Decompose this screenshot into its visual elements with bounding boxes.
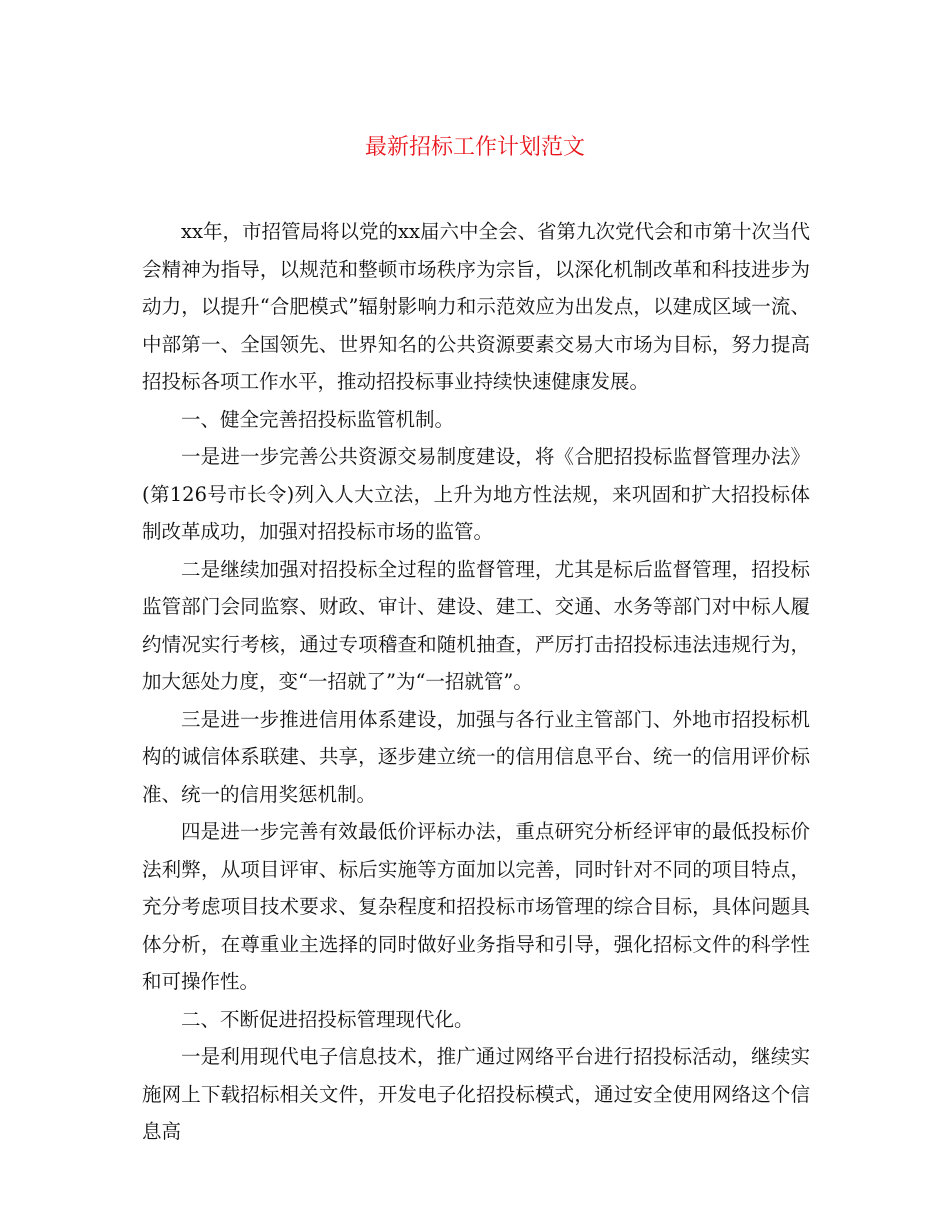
paragraph-item: 三是进一步推进信用体系建设，加强与各行业主管部门、外地市招投标机构的诚信体系联建、共享，逐步建立统一的信用信息平台、统一的信用评价标准、统一的信用奖惩机制。 <box>142 707 810 806</box>
paragraph-intro: xx年，市招管局将以党的xx届六中全会、省第九次党代会和市第十次当代会精神为指导，以规范和整顿市场秩序为宗旨，以深化机制改革和科技进步为动力，以提升“合肥模式”辐射影响力和示范效应为出发点，以建成区域一流、中部第一、全国领先、世界知名的公共资源要素交易大市场为目标，努力提高招投标各项工作水平，推动招投标事业持续快速健康发展。 <box>142 220 810 393</box>
section-heading-1: 一、健全完善招投标监管机制。 <box>181 407 455 431</box>
section-heading-2: 二、不断促进招投标管理现代化。 <box>181 1007 474 1031</box>
document-body <box>142 213 810 1151</box>
paragraph-item: 四是进一步完善有效最低价评标办法，重点研究分析经评审的最低投标价法利弊，从项目评审、标后实施等方面加以完善，同时针对不同的项目特点，充分考虑项目技术要求、复杂程度和招投标市场管理的综合目标，具体问题具体分析，在尊重业主选择的同时做好业务指导和引导，强化招标文件的科学性和可操作性。 <box>142 820 810 993</box>
document-title: 最新招标工作计划范文 <box>364 135 585 160</box>
paragraph-item: 一是进一步完善公共资源交易制度建设，将《合肥招投标监督管理办法》(第126号市长令)列入人大立法，上升为地方性法规，来巩固和扩大招投标体制改革成功，加强对招投标市场的监管。 <box>142 445 810 543</box>
paragraph-item: 一是利用现代电子信息技术，推广通过网络平台进行招投标活动，继续实施网上下载招标相关文件，开发电子化招投标模式，通过安全使用网络这个信息高 <box>142 1045 810 1143</box>
paragraph-item: 二是继续加强对招投标全过程的监督管理，尤其是标后监督管理，招投标监管部门会同监察、财政、审计、建设、建工、交通、水务等部门对中标人履约情况实行考核，通过专项稽查和随机抽查，严厉打击招投标违法违规行为，加大惩处力度，变“一招就了”为“一招就管”。 <box>142 557 810 693</box>
